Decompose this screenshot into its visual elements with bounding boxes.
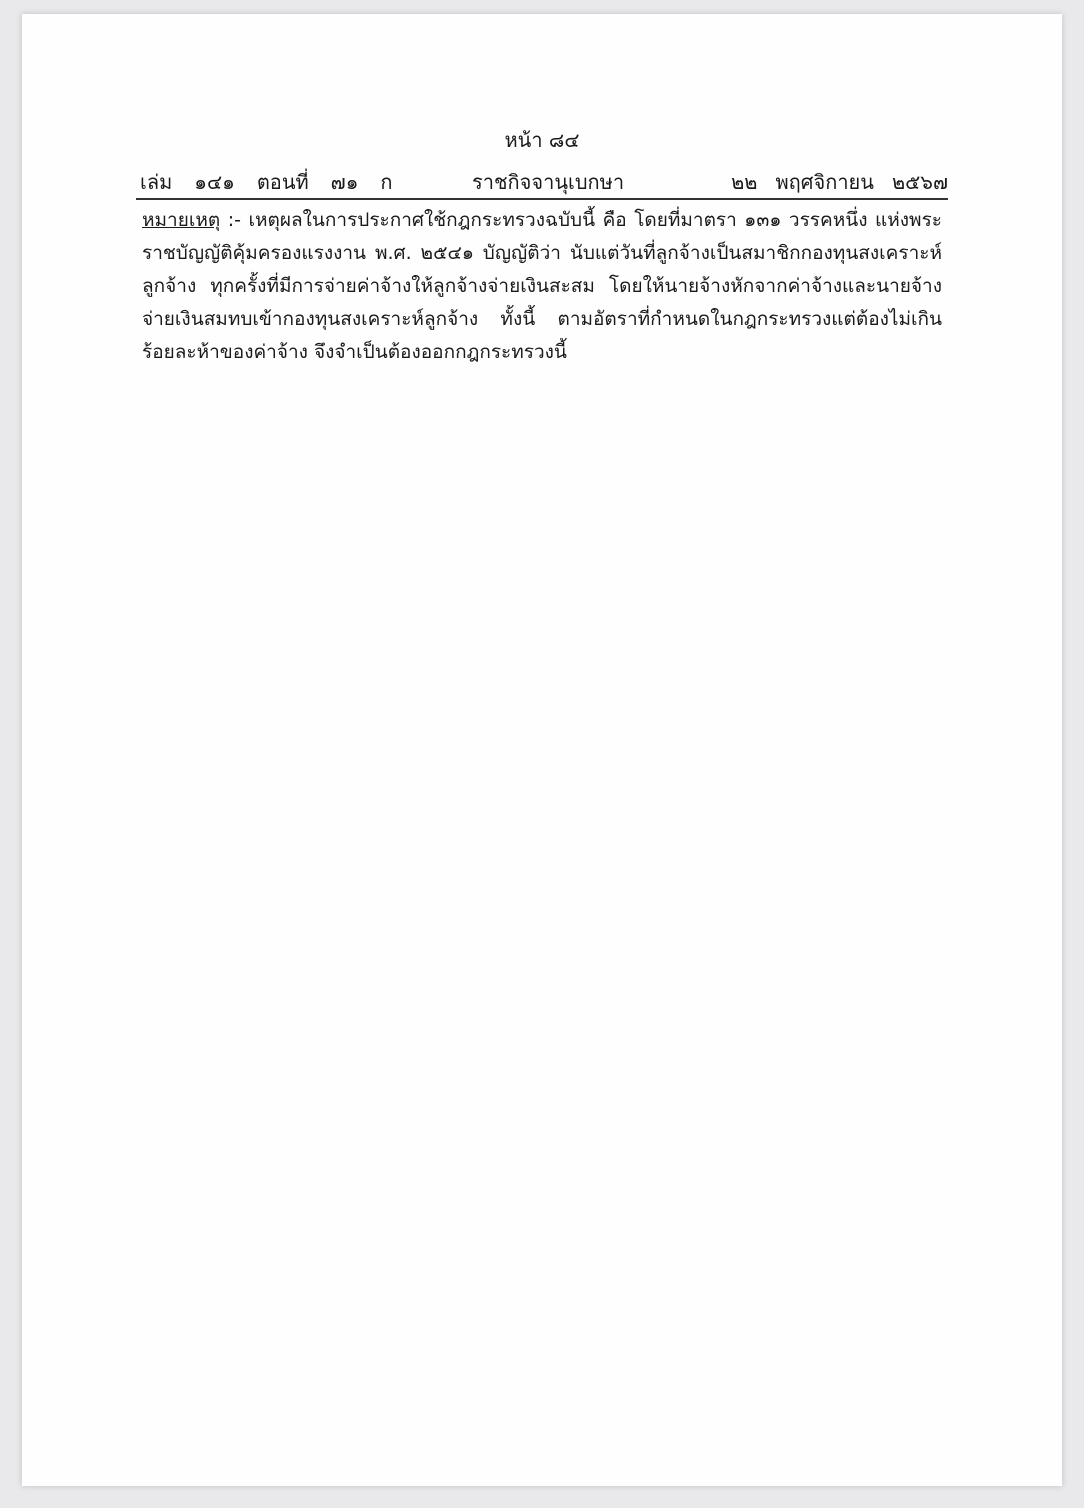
document-page [22,14,1062,1486]
remark-paragraph [142,204,942,369]
remark-separator: :- [220,209,249,231]
header-volume-issue [140,166,415,198]
issue-number: ๗๑ [330,170,359,194]
gazette-header [136,166,948,200]
section-letter: ก [380,170,393,194]
date-month: พฤศจิกายน [775,170,874,194]
date-day: ๒๒ [731,170,758,194]
remark-text: เหตุผลในการประกาศใช้กฎกระทรวงฉบับนี้ คือ โดยที่มาตรา ๑๓๑ วรรคหนึ่ง แห่งพระราชบัญญัติคุ้มครองแรงงาน พ.ศ. ๒๕๔๑ บัญญัติว่า นับแต่วันที่ลูกจ้างเป็นสมาชิกกองทุนสงเคราะห์ลูกจ้าง ทุกครั้งที่มีการจ่ายค่าจ้างให้ลูกจ้างจ่ายเงินสะสม โดยให้นายจ้างหักจากค่าจ้างและนายจ้างจ่ายเงินสมทบเข้ากองทุนสงเคราะห์ลูกจ้าง ทั้งนี้ ตามอัตราที่กำหนดในกฎกระทรวงแต่ต้องไม่เกินร้อยละห้าของค่าจ้าง จึงจำเป็นต้องออกกฎกระทรวงนี้ [142,209,942,363]
issue-label: ตอนที่ [256,170,309,194]
date-year: ๒๕๖๗ [891,170,948,194]
volume-label: เล่ม [140,170,173,194]
volume-number: ๑๔๑ [194,170,235,194]
publication-name: ราชกิจจานุเบกษา [472,170,625,194]
remark-label: หมายเหตุ [142,209,221,231]
page-number: หน้า ๘๔ [504,128,580,152]
header-date [713,166,948,198]
